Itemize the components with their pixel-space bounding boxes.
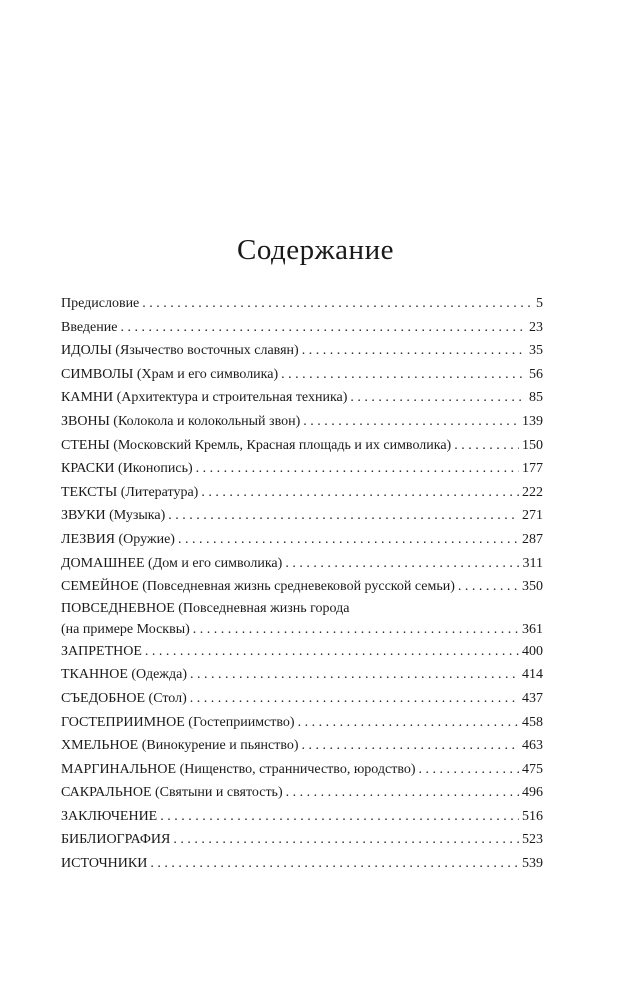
toc-entry-row xyxy=(61,504,543,528)
toc-entry-row xyxy=(61,758,543,782)
toc-dot-leader xyxy=(419,758,519,782)
toc-entry-row xyxy=(61,828,543,852)
toc-entry-label: ЗВОНЫ (Колокола и колокольный звон) xyxy=(61,413,301,429)
toc-entry-label: СТЕНЫ (Московский Кремль, Красная площадь и их символика) xyxy=(61,437,452,453)
toc-entry-row xyxy=(61,292,543,316)
toc-entry[interactable] xyxy=(61,552,543,576)
toc-entry-row xyxy=(61,434,543,458)
toc-entry-row xyxy=(61,663,543,687)
toc-entry-label: ГОСТЕПРИИМНОЕ (Гостеприимство) xyxy=(61,714,295,730)
toc-entry[interactable] xyxy=(61,504,543,528)
toc-dot-leader xyxy=(145,640,519,664)
toc-entry-row xyxy=(61,640,543,664)
toc-entry-label: ДОМАШНЕЕ (Дом и его символика) xyxy=(61,555,283,571)
toc-entry-label: Предисловие xyxy=(61,296,140,311)
toc-entry-page-number: 414 xyxy=(522,667,543,683)
toc-entry[interactable] xyxy=(61,481,543,505)
toc-entry[interactable] xyxy=(61,457,543,481)
toc-dot-leader xyxy=(196,457,519,481)
toc-entry-label: СЕМЕЙНОЕ (Повседневная жизнь средневековой русской семьи) xyxy=(61,579,455,595)
toc-entry-row xyxy=(61,734,543,758)
toc-entry[interactable] xyxy=(61,687,543,711)
toc-entry-page-number: 177 xyxy=(522,461,543,477)
toc-entry-row xyxy=(61,410,543,434)
page-title: Содержание xyxy=(237,234,394,266)
toc-entry-label: ИСТОЧНИКИ xyxy=(61,856,148,872)
toc-entry-label: ЗАКЛЮЧЕНИЕ xyxy=(61,808,158,824)
toc-entry-label: ЛЕЗВИЯ (Оружие) xyxy=(61,531,175,547)
toc-dot-leader xyxy=(285,552,519,576)
toc-entry[interactable] xyxy=(61,386,543,410)
toc-entry-label: КРАСКИ (Иконопись) xyxy=(61,461,193,477)
toc-entry[interactable] xyxy=(61,734,543,758)
toc-entry[interactable] xyxy=(61,316,543,340)
toc-entry-page-number: 85 xyxy=(529,390,543,406)
toc-entry-page-number: 222 xyxy=(522,484,543,500)
toc-entry-page-number: 287 xyxy=(522,531,543,547)
toc-dot-leader xyxy=(190,663,519,687)
toc-entry-page-number: 150 xyxy=(522,437,543,453)
toc-entry[interactable] xyxy=(61,663,543,687)
toc-entry-page-number: 516 xyxy=(522,808,543,824)
toc-entry[interactable] xyxy=(61,711,543,735)
toc-entry-page-number: 496 xyxy=(522,785,543,801)
toc-entry-page-number: 475 xyxy=(522,761,543,777)
toc-entry-label: САКРАЛЬНОЕ (Святыни и святость) xyxy=(61,785,283,801)
toc-dot-leader xyxy=(193,619,519,640)
toc-dot-leader xyxy=(201,481,519,505)
toc-entry[interactable] xyxy=(61,805,543,829)
toc-entry-row xyxy=(61,481,543,505)
toc-dot-leader xyxy=(350,386,526,410)
toc-entry[interactable] xyxy=(61,758,543,782)
toc-entry-label: ПОВСЕДНЕВНОЕ (Повседневная жизнь города xyxy=(61,600,350,616)
toc-dot-leader xyxy=(281,363,526,387)
toc-entry-row xyxy=(61,339,543,363)
toc-entry-row xyxy=(61,552,543,576)
toc-entry-row xyxy=(61,363,543,387)
toc-entry-row xyxy=(61,805,543,829)
toc-entry-page-number: 139 xyxy=(522,413,543,429)
toc-entry-page-number: 350 xyxy=(522,579,543,595)
toc-entry[interactable] xyxy=(61,292,543,316)
toc-dot-leader xyxy=(302,734,519,758)
toc-entry-row xyxy=(61,781,543,805)
toc-entry-page-number: 56 xyxy=(529,366,543,382)
table-of-contents xyxy=(61,292,543,876)
toc-dot-leader xyxy=(303,410,519,434)
toc-entry-label-continued: (на примере Москвы) xyxy=(61,621,190,637)
toc-entry-row xyxy=(61,386,543,410)
toc-dot-leader xyxy=(120,316,526,340)
toc-entry-page-number: 5 xyxy=(536,296,543,311)
toc-dot-leader xyxy=(160,805,519,829)
toc-dot-leader xyxy=(190,687,519,711)
toc-entry-page-number: 458 xyxy=(522,714,543,730)
toc-entry-label: СИМВОЛЫ (Храм и его символика) xyxy=(61,366,279,382)
toc-entry-label: КАМНИ (Архитектура и строительная техника) xyxy=(61,390,348,406)
toc-dot-leader xyxy=(178,528,519,552)
toc-entry-row xyxy=(61,316,543,340)
toc-entry-row xyxy=(61,711,543,735)
toc-entry-row xyxy=(61,575,543,599)
toc-entry-row xyxy=(61,457,543,481)
toc-dot-leader xyxy=(142,292,533,316)
toc-dot-leader xyxy=(458,575,519,599)
toc-entry-page-number: 311 xyxy=(522,555,543,571)
toc-dot-leader xyxy=(168,504,519,528)
toc-entry-page-number: 523 xyxy=(522,832,543,848)
toc-entry[interactable] xyxy=(61,528,543,552)
toc-dot-leader xyxy=(286,781,519,805)
toc-entry-page-number: 539 xyxy=(522,856,543,872)
toc-entry[interactable] xyxy=(61,434,543,458)
toc-entry-label: ХМЕЛЬНОЕ (Винокурение и пьянство) xyxy=(61,738,299,754)
toc-entry-label: Введение xyxy=(61,319,118,335)
toc-entry-label: СЪЕДОБНОЕ (Стол) xyxy=(61,690,187,706)
toc-entry-label: ИДОЛЫ (Язычество восточных славян) xyxy=(61,343,299,359)
toc-entry-row xyxy=(61,528,543,552)
toc-dot-leader xyxy=(454,434,519,458)
toc-entry[interactable] xyxy=(61,640,543,664)
toc-entry-page-number: 361 xyxy=(522,621,543,637)
toc-entry-row xyxy=(61,687,543,711)
toc-entry-page-number: 463 xyxy=(522,738,543,754)
toc-entry-row xyxy=(61,852,543,876)
toc-entry[interactable] xyxy=(61,828,543,852)
toc-entry[interactable] xyxy=(61,410,543,434)
toc-entry-first-line xyxy=(61,599,543,619)
toc-dot-leader xyxy=(150,852,519,876)
toc-entry[interactable] xyxy=(61,363,543,387)
toc-entry-page-number: 400 xyxy=(522,643,543,659)
toc-entry-label: БИБЛИОГРАФИЯ xyxy=(61,832,171,848)
toc-entry-page-number: 271 xyxy=(522,508,543,524)
toc-entry[interactable] xyxy=(61,852,543,876)
toc-entry[interactable] xyxy=(61,339,543,363)
toc-entry-label: ТЕКСТЫ (Литература) xyxy=(61,484,199,500)
toc-entry-label: ЗВУКИ (Музыка) xyxy=(61,508,166,524)
toc-dot-leader xyxy=(173,828,519,852)
toc-entry[interactable] xyxy=(61,781,543,805)
toc-dot-leader xyxy=(302,339,526,363)
toc-entry-row xyxy=(61,619,543,640)
toc-entry[interactable] xyxy=(61,575,543,599)
toc-entry[interactable] xyxy=(61,599,543,640)
toc-entry-page-number: 23 xyxy=(529,319,543,335)
toc-entry-label: ТКАННОЕ (Одежда) xyxy=(61,667,187,683)
toc-entry-page-number: 437 xyxy=(522,690,543,706)
toc-entry-page-number: 35 xyxy=(529,343,543,359)
toc-entry-label: МАРГИНАЛЬНОЕ (Нищенство, странничество, юродство) xyxy=(61,761,416,777)
toc-dot-leader xyxy=(298,711,519,735)
toc-entry-label: ЗАПРЕТНОЕ xyxy=(61,643,142,659)
